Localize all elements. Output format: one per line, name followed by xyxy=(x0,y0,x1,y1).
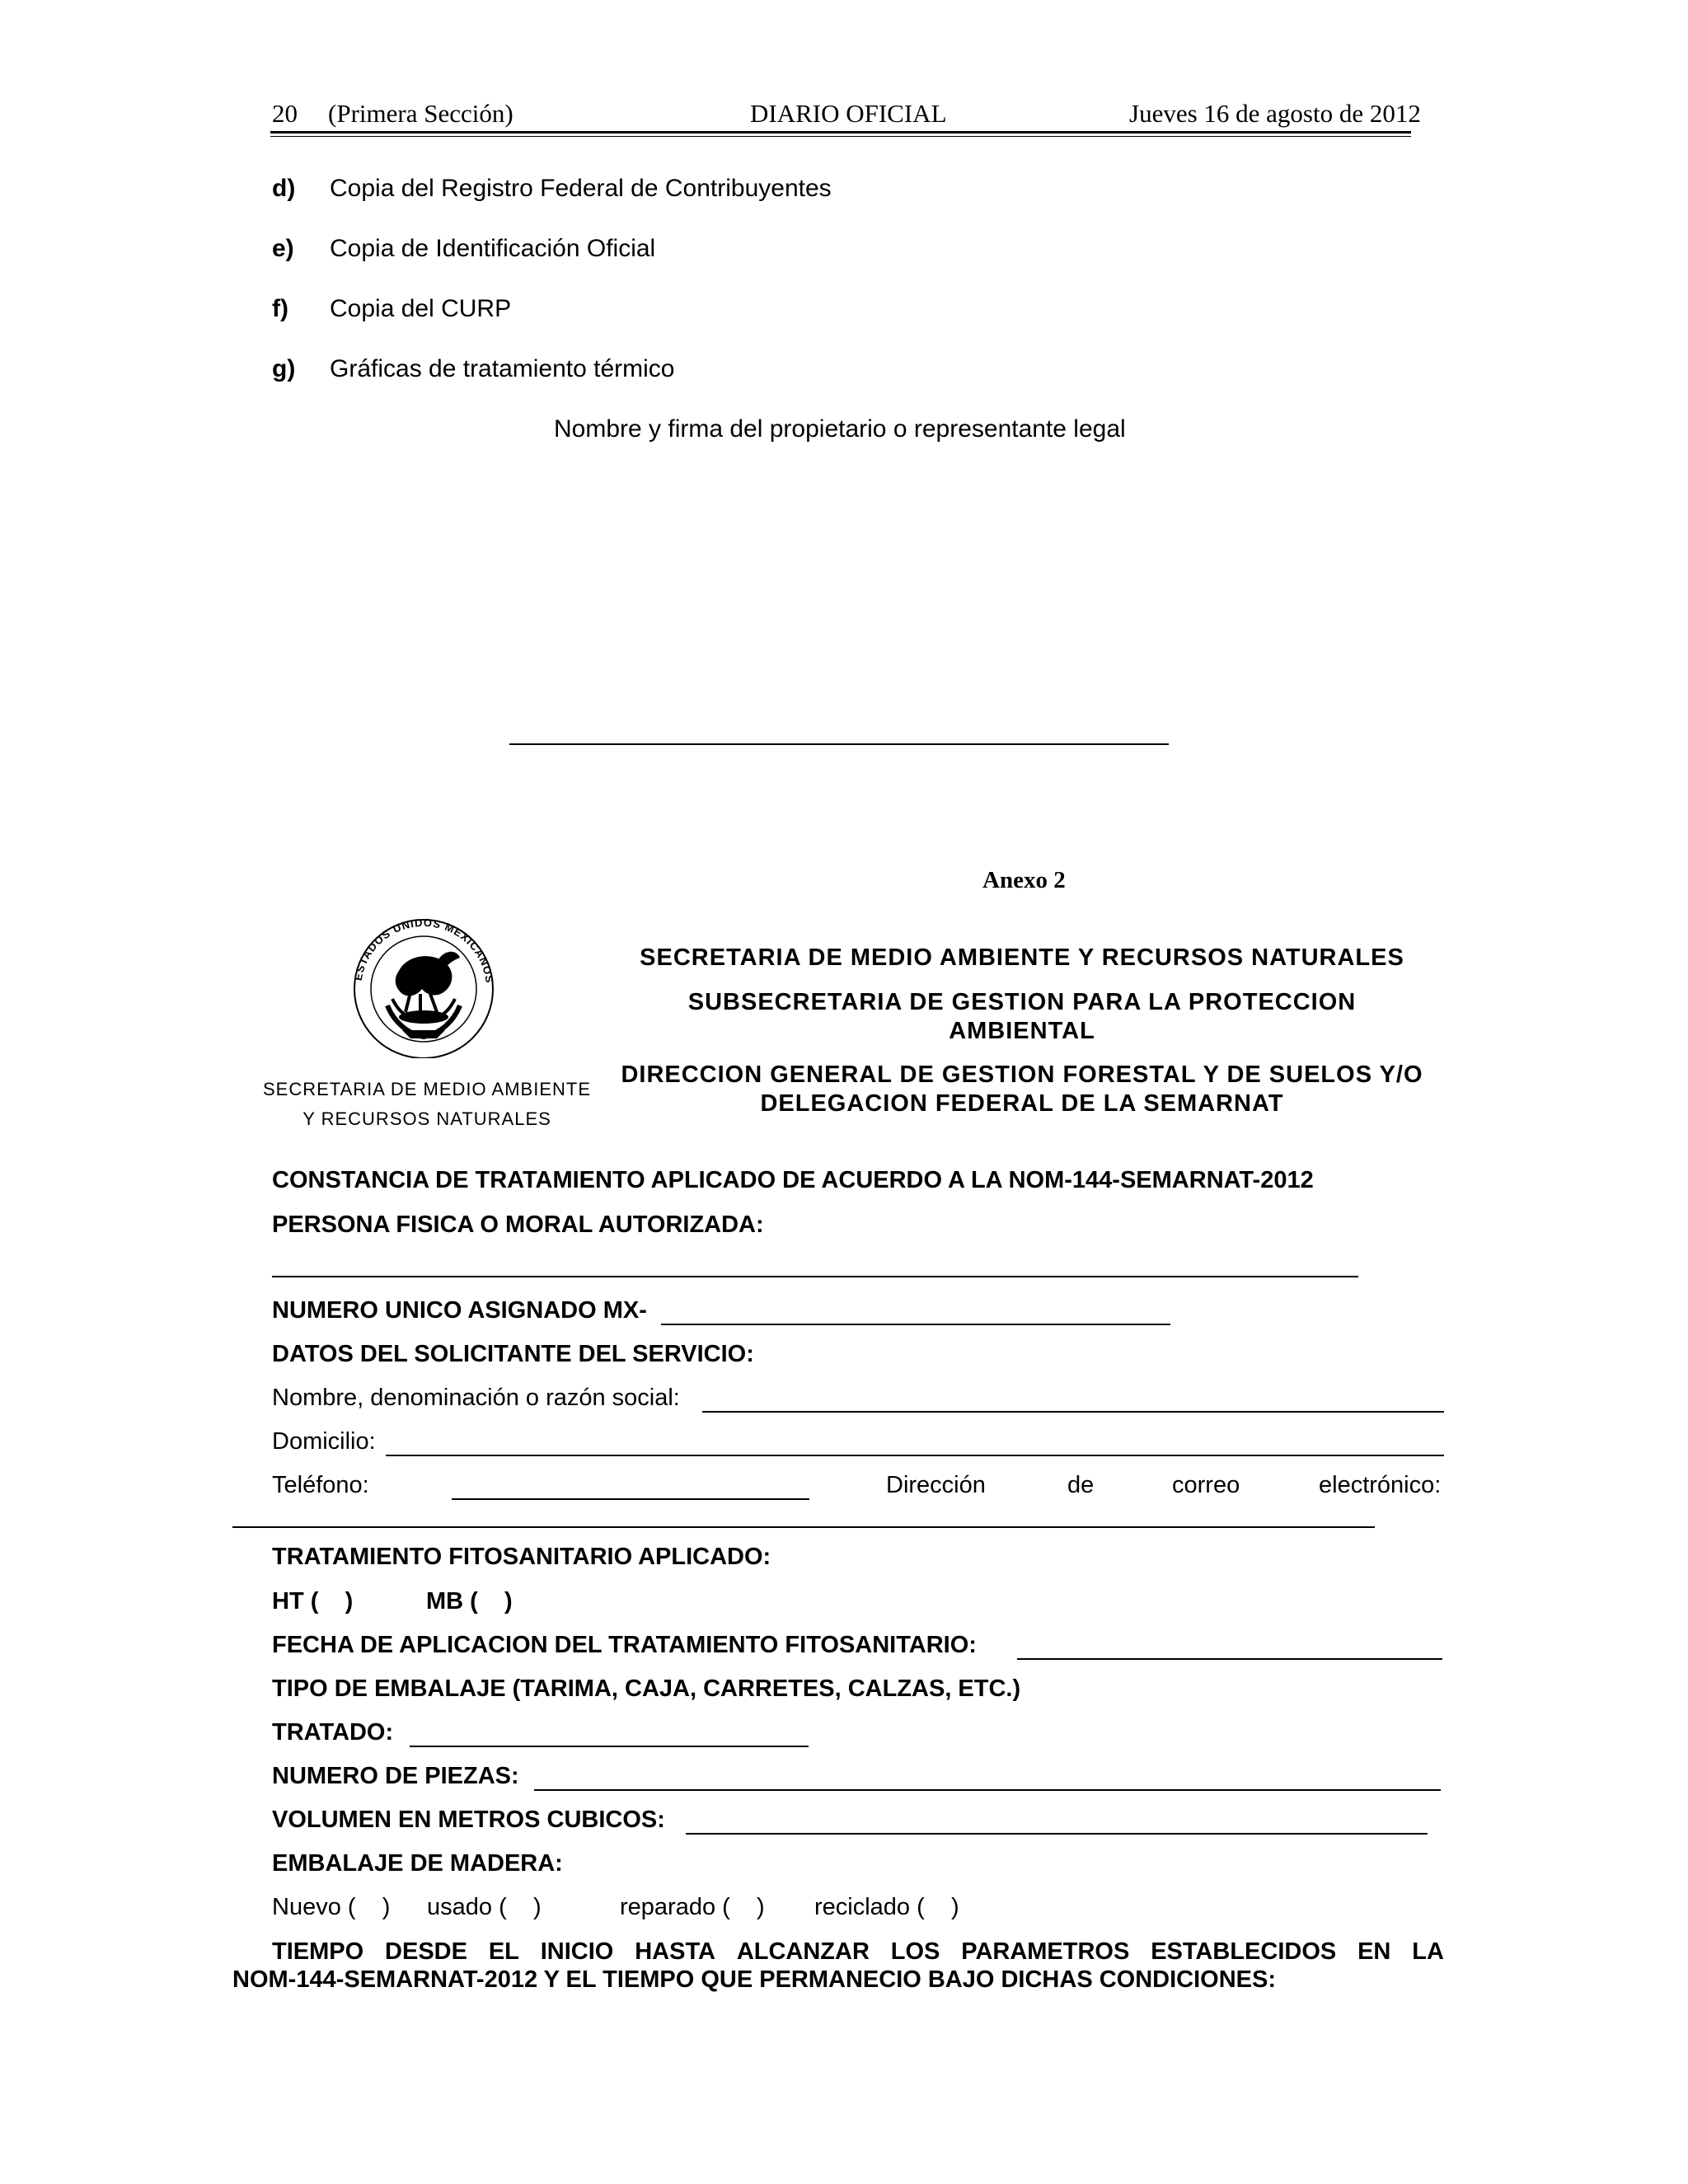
unique-number-field[interactable] xyxy=(661,1324,1170,1325)
word: EL xyxy=(488,1938,519,1965)
volume-field[interactable] xyxy=(686,1833,1428,1835)
section-label: (Primera Sección) xyxy=(328,99,513,128)
signature-line xyxy=(509,743,1169,745)
ht-option[interactable]: HT ( ) xyxy=(272,1588,354,1615)
word: ALCANZAR xyxy=(736,1938,870,1965)
authorized-person-field[interactable] xyxy=(272,1276,1358,1277)
mb-option[interactable]: MB ( ) xyxy=(426,1588,513,1615)
list-item xyxy=(272,175,295,203)
email-word: electrónico: xyxy=(1319,1472,1442,1498)
publication-title: DIARIO OFICIAL xyxy=(750,99,947,128)
form-title: CONSTANCIA DE TRATAMIENTO APLICADO DE ACUERDO A LA NOM-144-SEMARNAT-2012 xyxy=(272,1167,1314,1193)
seal-caption xyxy=(262,1075,592,1134)
email-field[interactable] xyxy=(232,1526,1375,1528)
list-item xyxy=(272,295,288,323)
word: DESDE xyxy=(385,1938,467,1965)
condition-new[interactable]: Nuevo ( ) xyxy=(272,1894,391,1920)
applicant-data-heading: DATOS DEL SOLICITANTE DEL SERVICIO: xyxy=(272,1341,754,1367)
seal-caption-line-2: Y RECURSOS NATURALES xyxy=(302,1108,551,1129)
treated-label: TRATADO: xyxy=(272,1719,394,1746)
agency-directorate-line-1: DIRECCION GENERAL DE GESTION FORESTAL Y DE SUELOS Y/O xyxy=(621,1062,1423,1088)
signature-caption: Nombre y firma del propietario o representante legal xyxy=(554,415,1126,443)
list-letter: g) xyxy=(272,355,296,382)
condition-used[interactable]: usado ( ) xyxy=(427,1894,542,1920)
name-label: Nombre, denominación o razón social: xyxy=(272,1385,680,1411)
word: INICIO xyxy=(540,1938,614,1965)
word: EN xyxy=(1357,1938,1391,1965)
wood-packaging-heading: EMBALAJE DE MADERA: xyxy=(272,1850,563,1877)
publication-date: Jueves 16 de agosto de 2012 xyxy=(1129,99,1421,128)
list-item-text: Copia de Identificación Oficial xyxy=(330,235,656,262)
seal-ring-text: ESTADOS UNIDOS MEXICANOS xyxy=(351,916,496,985)
agency-ministry: SECRETARIA DE MEDIO AMBIENTE Y RECURSOS NATURALES xyxy=(640,944,1404,971)
word: LA xyxy=(1412,1938,1444,1965)
condition-recycled[interactable]: reciclado ( ) xyxy=(814,1894,959,1920)
time-paragraph-line-1 xyxy=(272,1938,1444,1966)
treated-field[interactable] xyxy=(410,1746,809,1747)
phone-field[interactable] xyxy=(452,1498,809,1500)
volume-label: VOLUMEN EN METROS CUBICOS: xyxy=(272,1807,665,1833)
condition-repaired[interactable]: reparado ( ) xyxy=(620,1894,765,1920)
list-item-text: Copia del CURP xyxy=(330,295,512,322)
page-number: 20 xyxy=(272,99,298,128)
header-rule-thin xyxy=(270,136,1411,137)
email-word: correo xyxy=(1172,1472,1240,1498)
treatment-applied-heading: TRATAMIENTO FITOSANITARIO APLICADO: xyxy=(272,1544,771,1570)
list-item xyxy=(272,355,295,383)
address-label: Domicilio: xyxy=(272,1428,376,1455)
pieces-label: NUMERO DE PIEZAS: xyxy=(272,1763,519,1789)
email-word: de xyxy=(1067,1472,1095,1498)
word: LOS xyxy=(890,1938,940,1965)
list-letter: f) xyxy=(272,295,288,322)
application-date-field[interactable] xyxy=(1017,1658,1442,1660)
agency-subsecretariat-line-2: AMBIENTAL xyxy=(949,1018,1095,1044)
coat-of-arms-icon xyxy=(341,913,506,1058)
word: HASTA xyxy=(635,1938,715,1965)
time-paragraph-line-2: NOM-144-SEMARNAT-2012 Y EL TIEMPO QUE PERMANECIO BAJO DICHAS CONDICIONES: xyxy=(232,1966,1277,1993)
name-field[interactable] xyxy=(702,1411,1444,1413)
word: TIEMPO xyxy=(272,1938,364,1965)
list-item xyxy=(272,235,294,263)
national-seal xyxy=(341,913,506,1058)
word: PARAMETROS xyxy=(961,1938,1130,1965)
pieces-field[interactable] xyxy=(534,1789,1441,1791)
list-item-text: Gráficas de tratamiento térmico xyxy=(330,355,675,382)
authorized-person-label: PERSONA FISICA O MORAL AUTORIZADA: xyxy=(272,1212,764,1238)
application-date-label: FECHA DE APLICACION DEL TRATAMIENTO FITOSANITARIO: xyxy=(272,1632,977,1658)
packaging-type-label: TIPO DE EMBALAJE (TARIMA, CAJA, CARRETES, CALZAS, ETC.) xyxy=(272,1675,1021,1702)
annex-title: Anexo 2 xyxy=(982,867,1066,893)
agency-subsecretariat-line-1: SUBSECRETARIA DE GESTION PARA LA PROTECCION xyxy=(687,989,1357,1015)
seal-caption-line-1: SECRETARIA DE MEDIO AMBIENTE xyxy=(263,1079,591,1099)
agency-subsecretariat xyxy=(610,988,1434,1046)
list-item-text: Copia del Registro Federal de Contribuyentes xyxy=(330,175,832,202)
list-letter: e) xyxy=(272,235,294,262)
word: ESTABLECIDOS xyxy=(1151,1938,1337,1965)
address-field[interactable] xyxy=(386,1455,1444,1456)
email-word: Dirección xyxy=(886,1472,986,1498)
agency-directorate-line-2: DELEGACION FEDERAL DE LA SEMARNAT xyxy=(760,1090,1284,1117)
unique-number-label: NUMERO UNICO ASIGNADO MX- xyxy=(272,1297,647,1324)
agency-directorate xyxy=(593,1061,1451,1118)
list-letter: d) xyxy=(272,175,296,202)
header-rule-thick xyxy=(270,131,1411,134)
phone-label: Teléfono: xyxy=(272,1472,369,1498)
